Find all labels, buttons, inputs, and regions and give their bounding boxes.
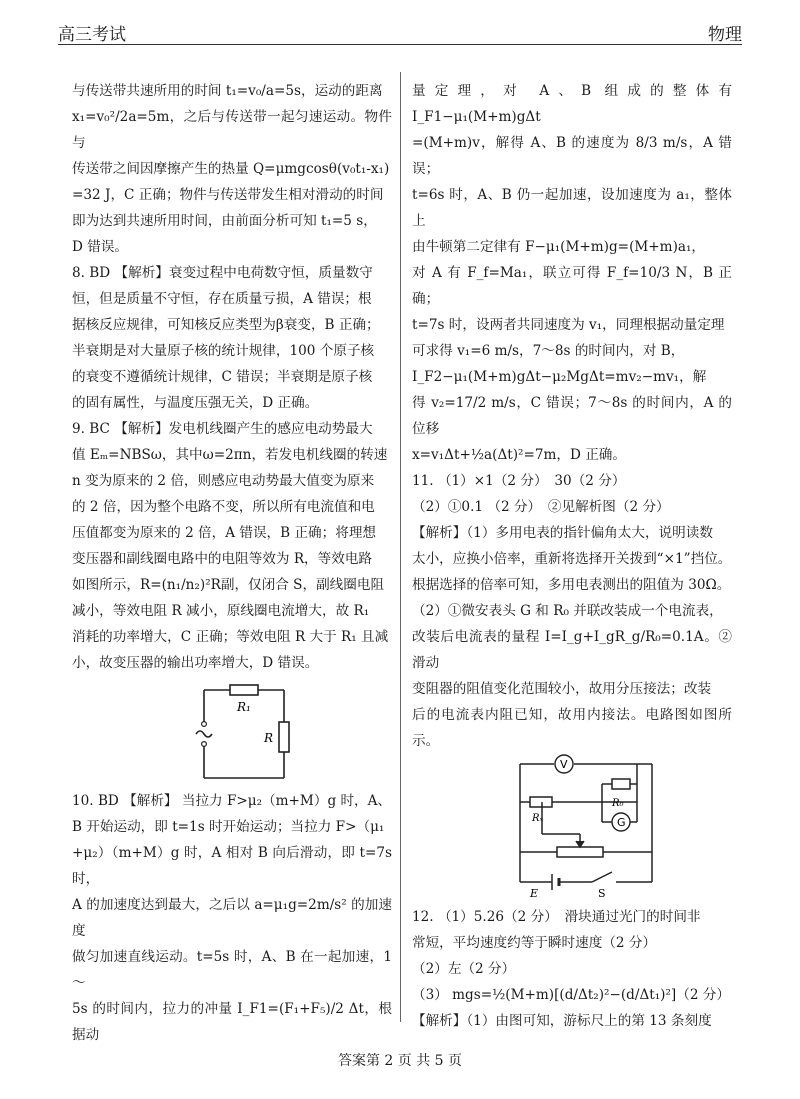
page-header: [58, 14, 742, 45]
text-line: 如图所示，R=(n₁/n₂)²R副，仅闭合 S，副线圈电阻: [72, 577, 385, 593]
text-line: 常短，平均速度约等于瞬时速度（2 分）: [412, 935, 657, 951]
text-line: 由牛顿第二定律有 F−μ₁(M+m)g=(M+m)a₁，: [412, 239, 706, 255]
text-line: =(M+m)v，解得 A、B 的速度为 8/3 m/s，A 错误；: [412, 135, 732, 177]
text-line: 11. （1）×1（2 分） 30（2 分）: [412, 473, 626, 489]
text-line: 得 v₂=17/2 m/s，C 错误；7～8s 的时间内，A 的位移: [412, 395, 732, 437]
text-line: 量定理，对 A、B 组成的整体有 I_F1−μ₁(M+m)gΔt: [412, 83, 732, 125]
text-line: 减小，等效电阻 R 减小，原线圈电流增大，故 R₁: [72, 603, 370, 619]
text-line: 8. BD 【解析】衰变过程中电荷数守恒，质量数守: [72, 265, 373, 281]
text-line: 小，故变压器的输出功率增大，D 错误。: [72, 655, 319, 671]
text-line: 的衰变不遵循统计规律，C 错误；半衰期是原子核: [72, 369, 373, 385]
text-line: 的 2 倍，因为整个电路不变，所以所有电流值和电: [72, 499, 375, 515]
header-subject: 物理: [708, 25, 742, 45]
text-line: 消耗的功率增大，C 正确；等效电阻 R 大于 R₁ 且减: [72, 629, 389, 645]
text-line: （2）①0.1 （2 分） ②见解析图（2 分）: [412, 499, 670, 515]
text-line: n 变为原来的 2 倍，则感应电动势最大值变为原来: [72, 473, 375, 489]
text-line: 后的电流表内阻已知，故用内接法。电路图如图所示。: [412, 707, 732, 749]
text-line: 半衰期是对大量原子核的统计规律，100 个原子核: [72, 343, 375, 359]
text-line: 传送带之间因摩擦产生的热量 Q=μmgcosθ(v₀t₁-x₁): [72, 161, 390, 177]
text-line: 即为达到共速所用时间，由前面分析可知 t₁=5 s，: [72, 213, 377, 229]
text-line: t=7s 时，设两者共同速度为 v₁，同理根据动量定理: [412, 317, 725, 333]
text-line: 改装后电流表的量程 I=I_g+I_gR_g/R₀=0.1A。②滑动: [412, 629, 732, 671]
text-line: 值 Eₘ=NBSω，其中ω=2πn，若发电机线圈的转速: [72, 447, 388, 463]
text-line: 恒，但是质量不守恒，存在质量亏损，A 错误；根: [72, 291, 372, 307]
text-line: D 错误。: [72, 239, 129, 255]
text-line: x₁=v₀²/2a=5m，之后与传送带一起匀速运动。物件与: [72, 109, 392, 151]
text-line: 与传送带共速所用的时间 t₁=v₀/a=5s，运动的距离: [72, 83, 383, 99]
text-line: 变压器和副线圈电路中的电阻等效为 R，等效电路: [72, 551, 373, 567]
label-r0: R₀: [612, 798, 624, 809]
header-exam-title: 高三考试: [58, 25, 126, 45]
column-divider: [400, 72, 401, 1022]
galvanometer-label: G: [617, 816, 626, 829]
text-line: B 开始运动，即 t=1s 时开始运动；当拉力 F>（μ₁: [72, 819, 385, 835]
text-line: 【解析】（1）由图可知，游标尺上的第 13 条刻度: [412, 1013, 712, 1029]
page-footer: 答案第 2 页 共 5 页: [337, 1053, 463, 1069]
label-rx: Rₓ: [532, 813, 544, 824]
text-line: I_F2−μ₁(M+m)gΔt−μ₂MgΔt=mv₂−mv₁，解: [412, 369, 707, 385]
text-line: 压值都变为原来的 2 倍，A 错误，B 正确；将理想: [72, 525, 377, 541]
label-r: R: [264, 731, 274, 745]
text-line: +μ₂）（m+M）g 时，A 相对 B 向后滑动，即 t=7s 时，: [72, 845, 392, 887]
text-line: 太小，应换小倍率，重新将选择开关拨到“×1”挡位。: [412, 551, 732, 567]
text-line: （2）①微安表头 G 和 R₀ 并联改装成一个电流表，: [412, 603, 723, 619]
text-line: 变阻器的阻值变化范围较小，故用分压接法；改装: [412, 681, 712, 697]
text-line: =32 J，C 正确；物件与传送带发生相对滑动的时间: [72, 187, 384, 203]
text-line: 5s 的时间内，拉力的冲量 I_F1=(F₁+F₅)/2 Δt，根据动: [72, 1001, 392, 1043]
text-line: A 的加速度达到最大，之后以 a=μ₁g=2m/s² 的加速度: [72, 897, 392, 939]
text-line: （3） mgs=½(M+m)[(d/Δt₂)²−(d/Δt₁)²]（2 分）: [412, 987, 730, 1003]
label-r1: R₁: [237, 700, 251, 714]
text-line: 12. （1）5.26（2 分） 滑块通过光门的时间非: [412, 909, 701, 925]
text-line: 【解析】（1）多用电表的指针偏角太大，说明读数: [412, 525, 713, 541]
text-line: 10. BD 【解析】 当拉力 F>μ₂（m+M）g 时，A、: [72, 793, 392, 809]
measurement-circuit-diagram: [412, 754, 732, 904]
voltmeter-label: V: [560, 758, 568, 771]
label-s: S: [598, 887, 606, 900]
equivalent-circuit-diagram: [72, 676, 392, 788]
text-line: 据核反应规律，可知核反应类型为β衰变，B 正确；: [72, 317, 380, 333]
text-line: 做匀加速直线运动。t=5s 时，A、B 在一起加速，1～: [72, 949, 392, 991]
text-line: 对 A 有 F_f=Ma₁，联立可得 F_f=10/3 N，B 正确；: [412, 265, 732, 307]
label-e: E: [530, 887, 539, 900]
text-line: 的固有属性，与温度压强无关，D 正确。: [72, 395, 319, 411]
text-line: 9. BC 【解析】发电机线圈产生的感应电动势最大: [72, 421, 373, 437]
text-line: t=6s 时，A、B 仍一起加速，设加速度为 a₁，整体上: [412, 187, 732, 229]
right-column: [412, 78, 732, 1034]
text-line: x=v₁Δt+½a(Δt)²=7m，D 正确。: [412, 447, 626, 463]
left-column: [72, 78, 392, 1048]
text-line: 可求得 v₁=6 m/s，7～8s 的时间内，对 B，: [412, 343, 685, 359]
text-line: 根据选择的倍率可知，多用电表测出的阻值为 30Ω。: [412, 577, 731, 593]
text-line: （2）左（2 分）: [412, 961, 516, 977]
